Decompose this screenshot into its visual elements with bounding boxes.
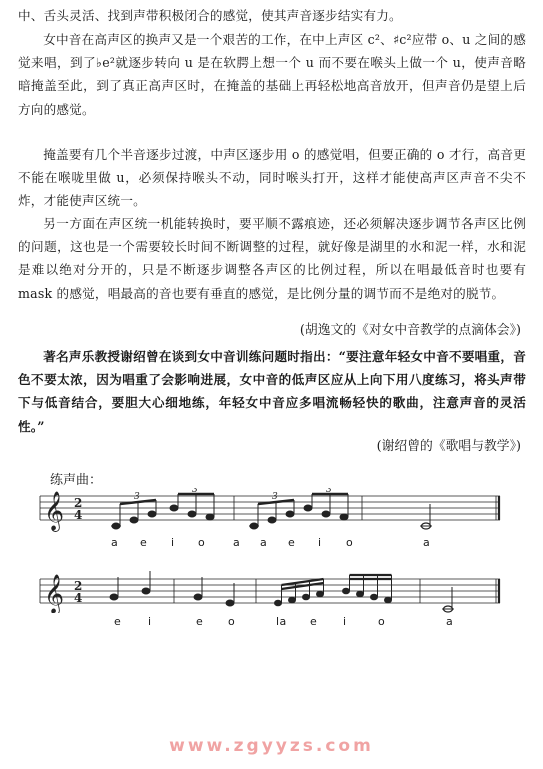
- lyric-syllable: a: [111, 536, 119, 549]
- staff-2-lyrics: [38, 615, 508, 631]
- lyric-syllable: a: [446, 615, 454, 628]
- lyric-syllable: e: [310, 615, 318, 628]
- lyric-syllable: e: [114, 615, 122, 628]
- triplet-mark: 3: [192, 488, 198, 495]
- lyric-syllable: a: [423, 536, 431, 549]
- lyric-syllable: i: [318, 536, 322, 549]
- lyric-syllable: o: [378, 615, 386, 628]
- triplet-mark: 3: [134, 492, 140, 502]
- treble-clef-icon: 𝄞: [44, 574, 65, 613]
- site-watermark: www.zgyyzs.com: [169, 736, 374, 756]
- lyric-syllable: a: [233, 536, 241, 549]
- lyric-syllable: la: [276, 615, 287, 628]
- time-signature-top: 2: [74, 496, 83, 510]
- treble-clef-icon: 𝄞: [44, 491, 65, 531]
- lyric-syllable: i: [148, 615, 152, 628]
- paragraph-continuation: 中、舌头灵活、找到声带积极闭合的感觉，使其声音逐步结实有力。: [18, 8, 402, 23]
- lyric-syllable: e: [140, 536, 148, 549]
- lyric-syllable: a: [260, 536, 268, 549]
- paragraph-high-register: 女中音在高声区的换声又是一个艰苦的工作，在中上声区 c²、♯c²应带 o、u 之间的感觉来唱，到了♭e²就逐步转向 u 是在软腭上想一个 u 而不要在喉头上做一个 u，使声音略暗掩盖至此，到了真正高声区时，在掩盖的基础上再轻松地高音放开，但声音仍是望上后方向的感觉。: [18, 32, 526, 117]
- time-signature-bottom: 4: [74, 508, 83, 522]
- triplet-mark: 3: [326, 488, 332, 495]
- music-staff-1: [38, 488, 508, 558]
- lyric-syllable: o: [198, 536, 206, 549]
- staff-1-lyrics: [38, 536, 508, 552]
- lyric-syllable: i: [343, 615, 347, 628]
- citation-hu-yiwen: (胡逸文的《对女中音教学的点滴体会》): [299, 323, 521, 338]
- exercise-label: 练声曲：: [50, 473, 103, 488]
- lyric-syllable: o: [346, 536, 354, 549]
- staff-2-notation: [38, 565, 508, 613]
- time-signature-top: 2: [74, 579, 83, 593]
- lyric-syllable: e: [196, 615, 204, 628]
- paragraph-xie-quote: 著名声乐教授谢绍曾在谈到女中音训练问题时指出：“要注意年轻女中音不要唱重，音色不要太浓，因为唱重了会影响进展，女中音的低声区应从上向下用八度练习，将头声带下与低音结合，要胆大心细地练，年轻女中音应多唱流畅轻快的歌曲，注意声音的灵活性。”: [18, 349, 526, 434]
- time-signature-bottom: 4: [74, 591, 83, 605]
- paragraph-covering: 掩盖要有几个半音逐步过渡，中声区逐步用 o 的感觉唱，但要正确的 o 才行，高音更不能在喉咙里做 u，必须保持喉头不动，同时喉头打开，这样才能使高声区声音不尖不炸，才能使声区统一。: [18, 147, 526, 209]
- lyric-syllable: o: [228, 615, 236, 628]
- citation-xie-shaozeng: (谢绍曾的《歌唱与教学》): [376, 439, 521, 454]
- triplet-mark: 3: [272, 492, 278, 502]
- lyric-syllable: e: [288, 536, 296, 549]
- paragraph-register-balance: 另一方面在声区统一机能转换时，要平顺不露痕迹，还必须解决逐步调节各声区比例的问题，这也是一个需要较长时间不断调整的过程，就好像是湖里的水和泥一样，水和泥是难以绝对分开的，只是不断逐步调整各声区的比例过程，所以在唱最低音时也要有 mask 的感觉，唱最高的音也要有垂直的感觉，是比例分量的调节而不是绝对的脱节。: [18, 216, 526, 301]
- lyric-syllable: i: [171, 536, 175, 549]
- music-staff-2: [38, 565, 508, 635]
- staff-1-notation: [38, 488, 508, 536]
